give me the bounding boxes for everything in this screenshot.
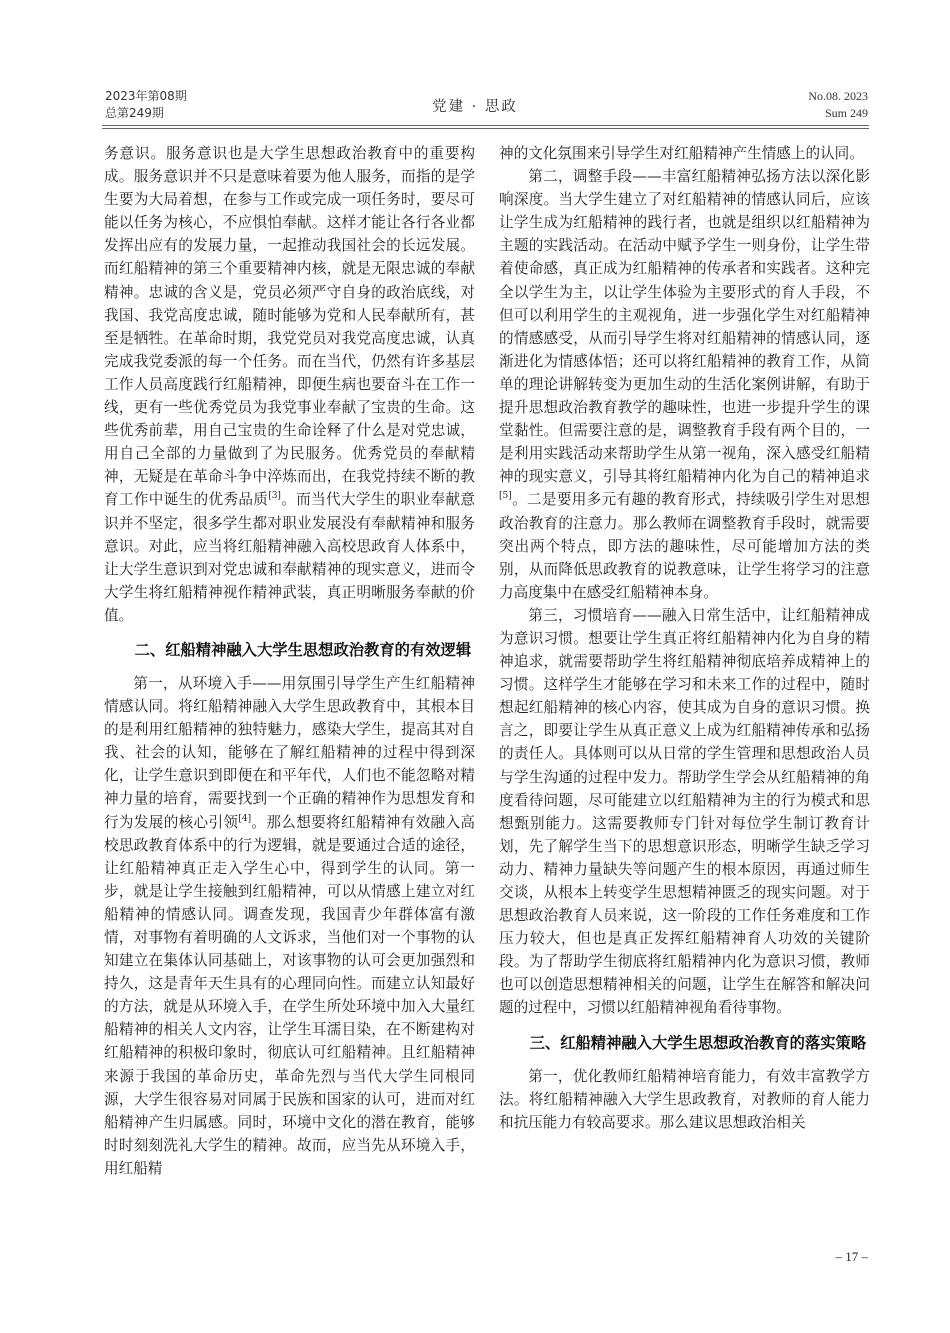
paragraph: 第一，优化教师红船精神培育能力，有效丰富教学方法。将红船精神融入大学生思政教育，对教师的育人能力和抗压能力有较高要求。那么建议思想政治相关 [499,1067,870,1131]
paragraph-text: 务意识。服务意识也是大学生思想政治教育中的重要构成。服务意识并不只是意味着要为他人服务，而指的是学生要为大局着想，在参与工作或完成一项任务时，要尽可能以任务为核心，不应惧怕奉献。这样才能让各行各业都发挥出应有的发展力量，一起推动我国社会的长远发展。而红船精神的第三个重要精神内核，就是无限忠诚的奉献精神。忠诚的含义是，党员必须严守自身的政治底线，对我国、我党高度忠诚，随时能够为党和人民奉献所有，甚至是牺牲。在革命时期，我党党员对我党高度忠诚，认真完成我党委派的每一个任务。而在当代，仍然有许多基层工作人员高度践行红船精神，即便生病也要奋斗在工作一线，更有一些优秀党员为我党事业奉献了宝贵的生命。这些优秀前辈，用自己宝贵的生命诠释了什么是对党忠诚，用自己全部的力量做到了为民服务。优秀党员的奉献精神，无疑是在革命斗争中淬炼而出，在我党持续不断的教育工作中诞生的优秀品质 [104,145,475,509]
page-number: – 17 – [835,1249,868,1264]
issue-info-en [808,88,868,122]
paragraph-text: 。那么想要将红船精神有效融入高校思政教育体系中的行为逻辑，就是要通过合适的途径，让红船精神真正走入学生心中，得到学生的认同。第一步，就是让学生接触到红船精神，可以从情感上建立对红船精神的情感认同。调查发现，我国青少年群体富有激情，对事物有着明确的人文诉求，当他们对一个事物的认知建立在集体认同基础上，对该事物的认可会更加强烈和持久，这是青年天生具有的心理同向性。而建立认知最好的方法，就是从环境入手，在学生所处环境中加入大量红船精神的相关人文内容，让学生耳濡目染，在不断建构对红船精神的积极印象时，彻底认可红船精神。且红船精神来源于我国的革命历史，革命先烈与当代大学生同根同源，大学生很容易对同属于民族和国家的认可，进而对红船精神产生归属感。同时，环境中文化的潜在教育，能够时时刻刻洗礼大学生的精神。故而，应当先从环境入手，用红船精 [104,813,475,1177]
left-column [104,142,475,1180]
issue-number: 2023年第08期 [105,89,187,103]
paragraph-text: 第一，从环境入手——用氛围引导学生产生红船精神情感认同。将红船精神融入大学生思政教育中，其根本目的是利用红船精神的独特魅力，感染大学生，提高其对自我、社会的认知，能够在了解红船精神的过程中得到深化，让学生意识到即便在和平年代，人们也不能忽略对精神力量的培育，需要找到一个正确的精神作为思想发育和行为发展的核心引领 [104,674,475,831]
header-rule [102,128,869,129]
section-heading-2: 二、红船精神融入大学生思想政治教育的有效逻辑 [134,640,472,659]
citation-ref[interactable]: [5] [499,491,512,502]
total-issue-number: 总第249期 [105,106,164,120]
paragraph-text: 。二是要用多元有趣的教育形式，持续吸引学生对思想政治教育的注意力。那么教师在调整教育手段时，就需要突出两个特点，即方法的趣味性，尽可能增加方法的类别，从而降低思政教育的说教意味，让学生将学习的注意力高度集中在感受红船精神本身。 [499,491,870,601]
issue-number-en: No.08. 2023 [808,89,868,103]
paragraph-text: 。而当代大学生的职业奉献意识并不坚定，很多学生都对职业发展没有奉献精神和服务意识。对此，应当将红船精神融入高校思政育人体系中，让大学生意识到对党忠诚和奉献精神的现实意义，进而令大学生将红船精神视作精神武装，真正明晰服务奉献的价值。 [104,491,475,624]
paragraph [104,672,475,1180]
section-heading-3: 三、红船精神融入大学生思想政治教育的落实策略 [529,1033,867,1052]
paragraph [104,142,475,627]
right-column [499,142,870,1134]
total-issue-number-en: Sum 249 [824,106,868,120]
section-title: 党建 · 思政 [432,99,518,115]
citation-ref[interactable]: [4] [238,813,252,824]
header-rule [102,125,869,126]
page-header [0,0,950,130]
paragraph: 第三，习惯培育——融入日常生活中，让红船精神成为意识习惯。想要让学生真正将红船精神内化为自身的精神追求，就需要帮助学生将红船精神彻底培养成精神上的习惯。这样学生才能够在学习和未来工作的过程中，随时想起红船精神的核心内容，使其成为自身的意识习惯。换言之，即要让学生从真正意义上成为红船精神传承和弘扬的责任人。具体则可以从日常的学生管理和思想政治人员与学生沟通的过程中发力。帮助学生学会从红船精神的角度看待问题，尽可能建立以红船精神为主的行为模式和思想甄别能力。这需要教师专门针对每位学生制订教育计划，先了解学生当下的思想意识形态，明晰学生缺乏学习动力、精神力量缺失等问题产生的根本原因，再通过师生交谈，从根本上转变学生思想精神匮乏的现实问题。对于思想政治教育人员来说，这一阶段的工作任务难度和工作压力较大，但也是真正发挥红船精神育人功效的关键阶段。为了帮助学生彻底将红船精神内化为意识习惯，教师也可以创造思想精神相关的问题，让学生在解答和解决问题的过程中，习惯以红船精神视角看待事物。 [499,606,870,1017]
citation-ref[interactable]: [3] [268,491,281,502]
paragraph [499,165,870,604]
paragraph-text: 第二，调整手段——丰富红船精神弘扬方法以深化影响深度。当大学生建立了对红船精神的情感认同后，应该让学生成为红船精神的践行者，也就是组织以红船精神为主题的实践活动。在活动中赋予学生一则身份，让学生带着使命感，真正成为红船精神的传承者和实践者。这种完全以学生为主，以让学生体验为主要形式的育人手段，不但可以利用学生的主观视角，进一步强化学生对红船精神的情感感受，从而引导学生将对红船精神的情感认同，逐渐进化为情感体悟；还可以将红船精神的教育工作，从简单的理论讲解转变为更加生动的生活化案例讲解，有助于提升思想政治教育教学的趣味性，也进一步提升学生的课堂黏性。但需要注意的是，调整教育手段有两个目的，一是利用实践活动来帮助学生从第一视角，深入感受红船精神的现实意义，引导其将红船精神内化为自己的精神追求 [499,168,870,486]
paragraph: 神的文化氛围来引导学生对红船精神产生情感上的认同。 [499,145,864,162]
